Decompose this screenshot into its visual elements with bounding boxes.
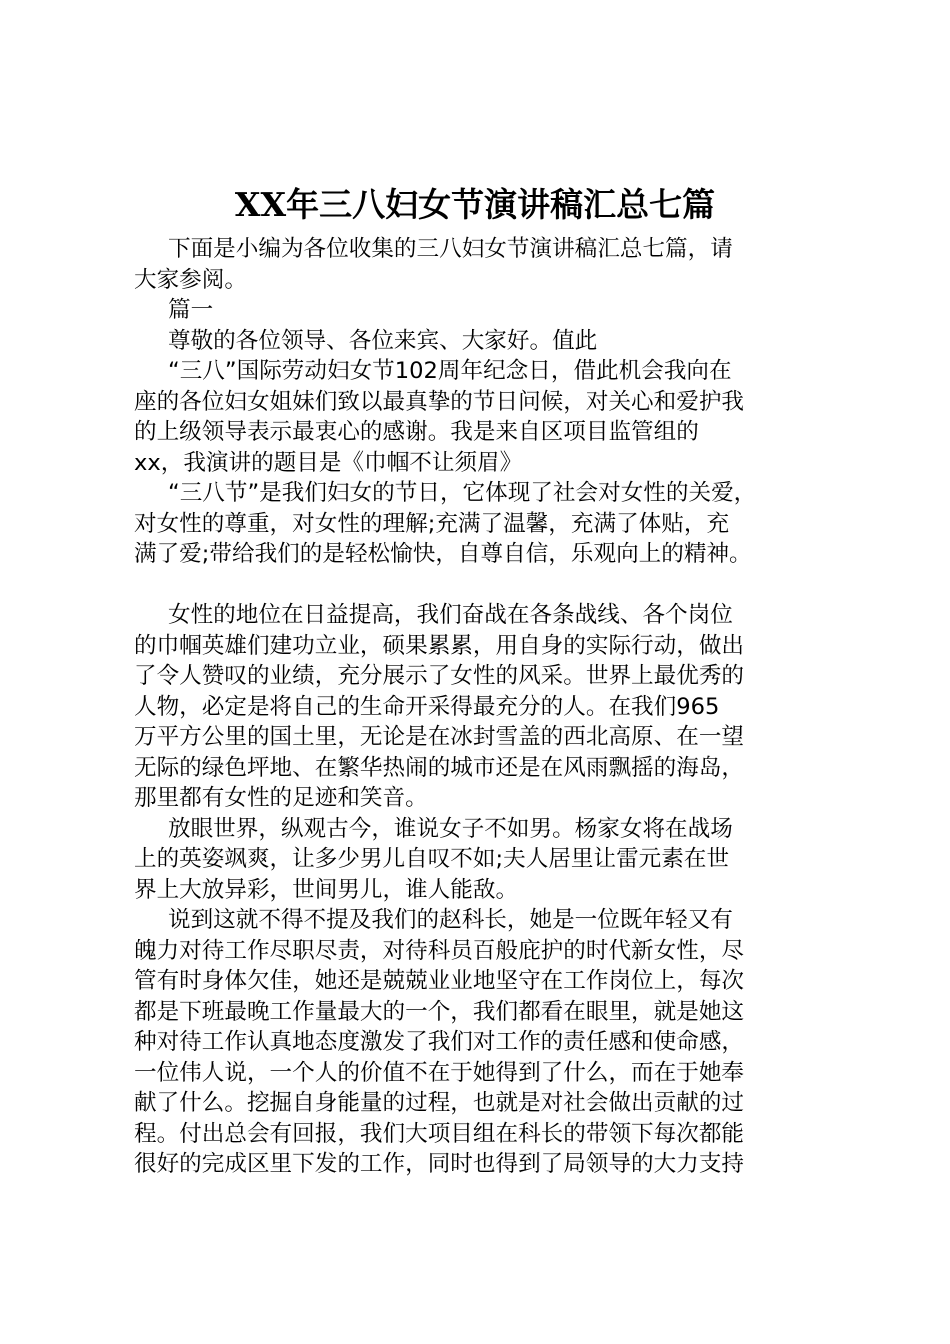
text-line: 管有时身体欠佳，她还是兢兢业业地坚守在工作岗位上，每次 (134, 968, 745, 994)
text-line: 魄力对待工作尽职尽责，对待科员百般庇护的时代新女性，尽 (134, 937, 745, 964)
text-line: 尊敬的各位领导、各位来宾、大家好。值此 (168, 327, 598, 354)
text-line: 种对待工作认真地态度激发了我们对工作的责任感和使命感， (134, 1029, 745, 1055)
text-line: 程。付出总会有回报，我们大项目组在科长的带领下每次都能 (134, 1120, 745, 1147)
text-line: 一位伟人说，一个人的价值不在于她得到了什么，而在于她奉 (134, 1059, 745, 1086)
text-line: 都是下班最晚工作量最大的一个，我们都看在眼里，就是她这 (134, 998, 745, 1025)
text-line: 界上大放异彩，世间男儿，谁人能敌。 (134, 876, 519, 903)
text-line: 献了什么。挖掘自身能量的过程，也就是对社会做出贡献的过 (134, 1090, 745, 1116)
text-line: 下面是小编为各位收集的三八妇女节演讲稿汇总七篇，请 (168, 236, 733, 262)
document-body (134, 234, 834, 1180)
text-line: 女性的地位在日益提高，我们奋战在各条战线、各个岗位 (168, 602, 733, 628)
text-line: 了令人赞叹的业绩，充分展示了女性的风采。世界上最优秀的 (134, 663, 745, 689)
text-line: “三八”国际劳动妇女节102周年纪念日，借此机会我向在 (168, 358, 732, 384)
text-line: 放眼世界，纵观古今，谁说女子不如男。杨家女将在战场 (168, 815, 733, 842)
text-line: 篇一 (168, 297, 214, 323)
text-line: 座的各位妇女姐妹们致以最真挚的节日问候，对关心和爱护我 (134, 388, 745, 415)
text-line: 无际的绿色坪地、在繁华热闹的城市还是在风雨飘摇的海岛， (134, 754, 745, 781)
text-line: 满了爱;带给我们的是轻松愉快，自尊自信，乐观向上的精神。 (134, 541, 752, 567)
text-line: 人物，必定是将自己的生命开采得最充分的人。在我们965 (134, 693, 720, 720)
text-line: xx，我演讲的题目是《巾帼不让须眉》 (134, 449, 523, 476)
text-line: 对女性的尊重，对女性的理解;充满了温馨，充满了体贴，充 (134, 510, 730, 537)
text-line: 上的英姿飒爽，让多少男儿自叹不如;夫人居里让雷元素在世 (134, 846, 730, 872)
blank-line (134, 570, 834, 601)
text-line: 大家参阅。 (134, 266, 247, 293)
text-line: 的上级领导表示最衷心的感谢。我是来自区项目监管组的 (134, 419, 699, 445)
text-line: 万平方公里的国土里，无论是在冰封雪盖的西北高原、在一望 (134, 724, 745, 750)
text-line: 的巾帼英雄们建功立业，硕果累累，用自身的实际行动，做出 (134, 632, 745, 659)
text-line: 说到这就不得不提及我们的赵科长，她是一位既年轻又有 (168, 907, 733, 933)
text-line: 很好的完成区里下发的工作，同时也得到了局领导的大力支持 (134, 1151, 745, 1177)
document-title: XX年三八妇女节演讲稿汇总七篇 (234, 185, 716, 224)
text-line: “三八节”是我们妇女的节日，它体现了社会对女性的关爱， (168, 480, 757, 506)
text-line: 那里都有女性的足迹和笑音。 (134, 785, 428, 811)
